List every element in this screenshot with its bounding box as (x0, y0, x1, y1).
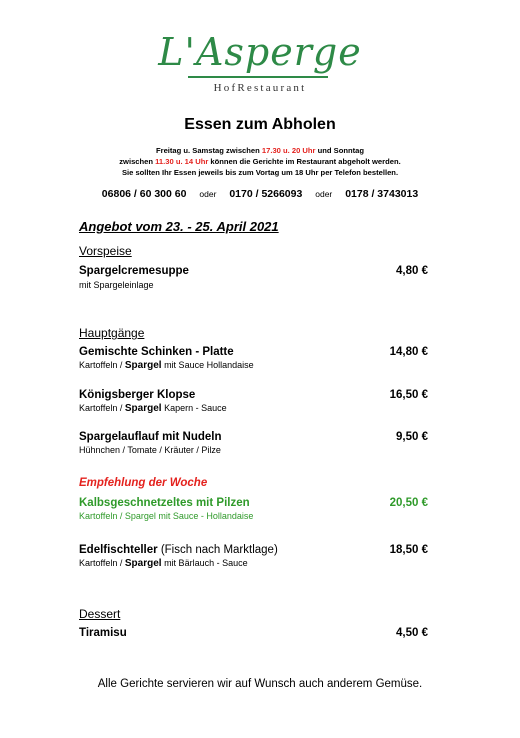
dish-price: 14,80 € (389, 346, 428, 358)
phone-number-2[interactable]: 0170 / 5266093 (229, 188, 303, 200)
desc-text: Kartoffeln / (79, 360, 125, 370)
separator: oder (199, 189, 217, 199)
dish-description: Hühnchen / Tomate / Kräuter / Pilze (79, 445, 221, 455)
section-starter: Vorspeise (79, 244, 132, 258)
dish-name-text: Edelfischteller (79, 544, 158, 556)
phone-number-1[interactable]: 06806 / 60 300 60 (101, 188, 187, 200)
page-title: Essen zum Abholen (184, 116, 336, 133)
dish-price: 18,50 € (389, 544, 428, 556)
info-text: Freitag u. Samstag zwischen (155, 146, 262, 155)
phone-numbers (0, 188, 520, 200)
dish-name (79, 544, 278, 556)
desc-text: Kapern - Sauce (161, 403, 227, 413)
dish-description (79, 360, 254, 371)
dish-name: Gemischte Schinken - Platte (79, 346, 234, 358)
separator: oder (315, 189, 333, 199)
recommendation-label: Empfehlung der Woche (79, 477, 208, 489)
desc-highlight: Spargel (124, 360, 162, 371)
dish-description: Kartoffeln / Spargel mit Sauce - Hollandaise (79, 511, 254, 521)
dish-name: Tiramisu (79, 627, 127, 639)
desc-text: Kartoffeln / (79, 403, 125, 413)
pickup-info-line-2 (0, 157, 520, 166)
pickup-time-sunday: 11.30 u. 14 Uhr (155, 157, 209, 166)
dish-name: Spargelauflauf mit Nudeln (79, 431, 222, 443)
logo-subtitle: HofRestaurant (213, 82, 307, 94)
dish-price: 16,50 € (389, 389, 428, 401)
desc-text: mit Bärlauch - Sauce (161, 558, 248, 568)
dish-name: Spargelcremesuppe (79, 265, 189, 277)
desc-highlight: Spargel (124, 558, 162, 569)
dish-price: 20,50 € (389, 497, 428, 509)
info-text: zwischen (119, 157, 156, 166)
dish-description (79, 558, 248, 569)
dish-price: 9,50 € (396, 431, 428, 443)
pickup-time-friday-saturday: 17.30 u. 20 Uhr (261, 146, 316, 155)
footer-note: Alle Gerichte servieren wir auf Wunsch auch anderem Gemüse. (97, 678, 423, 690)
desc-highlight: Spargel (124, 403, 162, 414)
dish-price: 4,50 € (396, 627, 428, 639)
desc-text: Kartoffeln / (79, 558, 125, 568)
logo-underline (188, 76, 328, 78)
phone-number-3[interactable]: 0178 / 3743013 (345, 188, 419, 200)
dish-name: Königsberger Klopse (79, 389, 196, 401)
section-dessert: Dessert (79, 607, 121, 621)
dish-name: Kalbsgeschnetzeltes mit Pilzen (79, 497, 250, 509)
restaurant-logo: L'Asperge (158, 30, 362, 74)
section-mains: Hauptgänge (79, 326, 145, 340)
dish-name-note: (Fisch nach Marktlage) (157, 544, 278, 556)
pickup-info-line-1 (0, 146, 520, 155)
dish-price: 4,80 € (396, 265, 428, 277)
pickup-info-line-3: Sie sollten Ihr Essen jeweils bis zum Vortag um 18 Uhr per Telefon bestellen. (121, 168, 399, 177)
info-text: können die Gerichte im Restaurant abgeholt werden. (208, 157, 401, 166)
info-text: und Sonntag (315, 146, 365, 155)
offer-heading: Angebot vom 23. - 25. April 2021 (79, 219, 279, 234)
dish-description: mit Spargeleinlage (79, 280, 154, 290)
desc-text: mit Sauce Hollandaise (161, 360, 254, 370)
dish-description (79, 403, 227, 414)
